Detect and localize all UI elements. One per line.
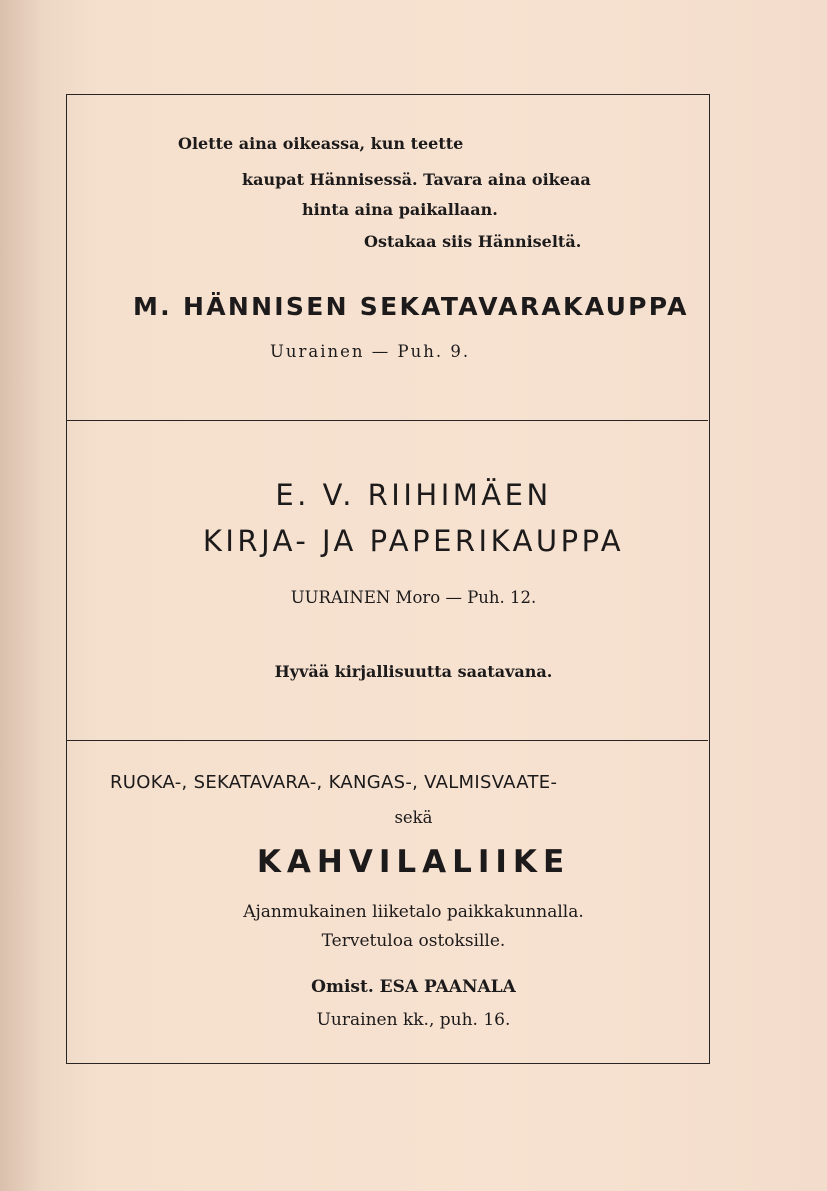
ad1-slogan-line-2: kaupat Hännisessä. Tavara aina oikeaa [242,170,591,189]
ad2-tagline: Hyvää kirjallisuutta saatavana. [274,662,553,681]
ad1-store-name: M. HÄNNISEN SEKATAVARAKAUPPA [133,292,689,321]
ad3-description-line-2: Tervetuloa ostoksille. [321,931,506,951]
ad-divider-1 [66,420,708,421]
ad2-name-line-2: KIRJA- JA PAPERIKAUPPA [202,524,625,558]
ad1-slogan-line-1: Olette aina oikeassa, kun teette [178,134,464,153]
ad-divider-2 [66,740,708,741]
ad1-slogan-line-4: Ostakaa siis Hänniseltä. [364,232,582,251]
ad1-slogan-line-3: hinta aina paikallaan. [302,200,498,219]
ad3-address: Uurainen kk., puh. 16. [316,1010,511,1030]
ad2-address: UURAINEN Moro — Puh. 12. [290,588,537,607]
ad2-name-line-1: E. V. RIIHIMÄEN [275,478,552,512]
ad3-categories: RUOKA-, SEKATAVARA-, KANGAS-, VALMISVAATE- [110,772,558,793]
ad1-address: Uurainen — Puh. 9. [270,342,471,361]
ad3-owner: Omist. ESA PAANALA [311,977,516,997]
ad3-connector: sekä [394,808,433,827]
ad3-description-line-1: Ajanmukainen liiketalo paikkakunnalla. [243,902,584,922]
ad3-headline: KAHVILALIIKE [256,844,571,880]
